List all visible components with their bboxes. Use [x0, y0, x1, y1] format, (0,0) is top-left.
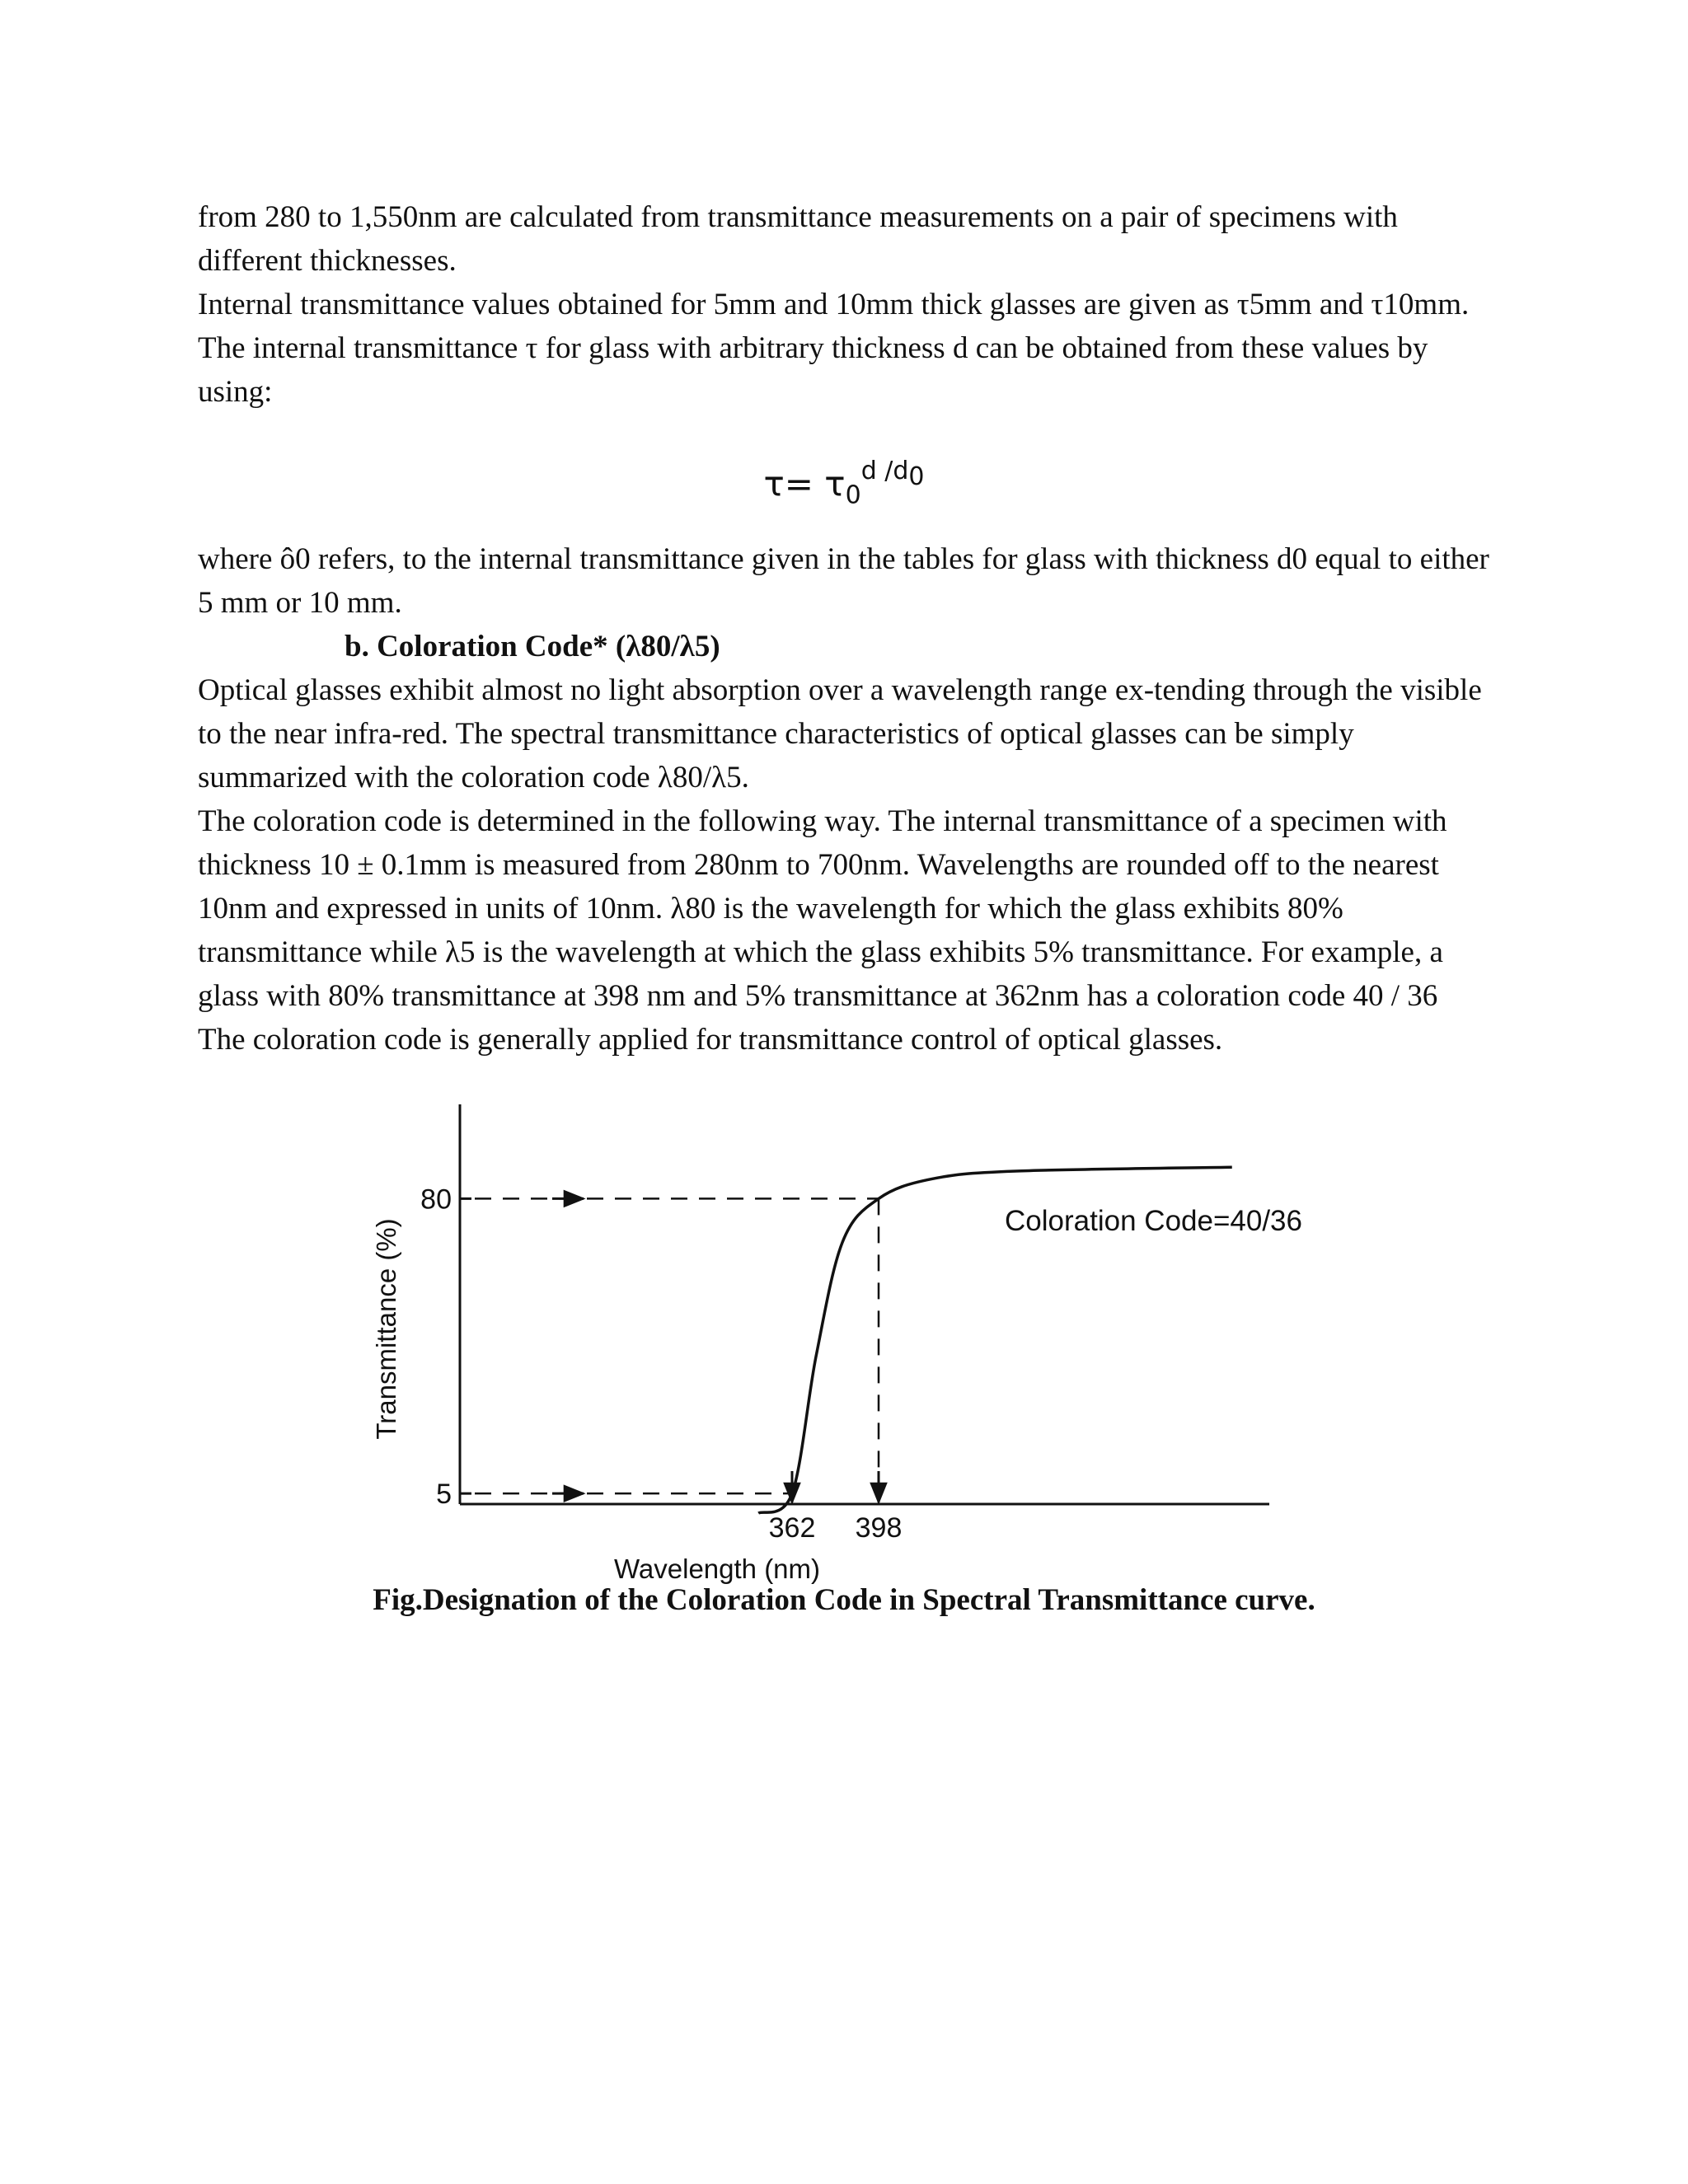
formula-exponent: d /d — [860, 457, 909, 485]
transmittance-chart — [363, 1096, 1335, 1591]
x-axis-label: Wavelength (nm) — [613, 1554, 821, 1584]
paragraph-3: The internal transmittance τ for glass with arbitrary thickness d can be obtained from these values by using: — [198, 331, 1428, 409]
y-tick-label-5: 5 — [436, 1479, 452, 1511]
figure-caption: Fig.Designation of the Coloration Code in Spectral Transmittance curve. — [373, 1583, 1315, 1617]
x-tick-label-362: 362 — [768, 1512, 816, 1544]
x-tick-label-398: 398 — [855, 1512, 903, 1544]
paragraph-7: The coloration code is generally applied for transmittance control of optical glasses. — [198, 1023, 1223, 1057]
y-axis-label: Transmittance (%) — [371, 1218, 401, 1440]
paragraph-1: from 280 to 1,550nm are calculated from transmittance measurements on a pair of specimens with different thicknesses. — [198, 200, 1398, 278]
paragraph-6: The coloration code is determined in the following way. The internal transmittance of a specimen with thickness 10 ± 0.1mm is measured from 280nm to 700nm. Wavelengths are rounded off to the nearest 10nm and expressed in units of 10nm. λ80 is the wavelength for which the glass exhibits 80% transmittance while λ5 is the wavelength at which the glass exhibits 5% transmittance. For example, a glass with 80% transmittance at 398 nm and 5% transmittance at 362nm has a coloration code 40 / 36 — [198, 804, 1447, 1013]
y-tick-label-80: 80 — [420, 1183, 452, 1216]
top-text — [198, 195, 1500, 414]
coloration-code-annotation: Coloration Code=40/36 — [1005, 1205, 1302, 1237]
formula-lhs: τ= τ — [763, 463, 846, 504]
paragraph-5: Optical glasses exhibit almost no light absorption over a wavelength range ex-tending through the visible to the near infra-red. The spectral transmittance characteristics of optical glasses can be simply summarized with the coloration code λ80/λ5. — [198, 673, 1482, 794]
formula-exponent-sub: 0 — [908, 462, 925, 491]
formula-base-sub: 0 — [845, 480, 861, 510]
transmittance-formula — [0, 457, 1688, 527]
bottom-text — [198, 537, 1500, 1062]
paragraph-2: Internal transmittance values obtained for 5mm and 10mm thick glasses are given as τ5mm and τ10mm. — [198, 288, 1470, 321]
section-heading: b. Coloration Code* (λ80/λ5) — [345, 630, 720, 663]
paragraph-4: where ô0 refers, to the internal transmittance given in the tables for glass with thickness d0 equal to either 5 mm or 10 mm. — [198, 542, 1489, 620]
